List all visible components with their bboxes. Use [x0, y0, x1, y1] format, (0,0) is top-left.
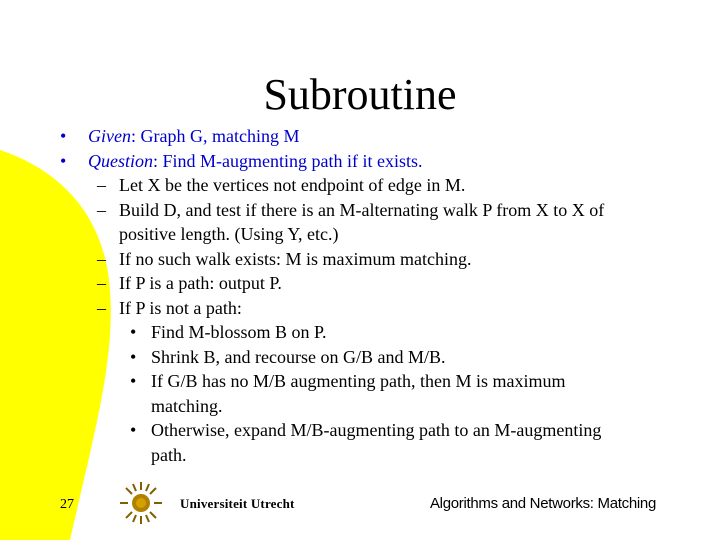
university-name: Universiteit Utrecht — [180, 496, 295, 511]
subsub-item-3-line1: If G/B has no M/B augmenting path, then M is maximum — [151, 371, 566, 391]
sub-item-2-line2: positive length. (Using Y, etc.) — [119, 224, 339, 244]
given-rest: : Graph G, matching M — [130, 126, 300, 146]
dash-mark: – — [97, 248, 106, 269]
dash-mark: – — [97, 199, 106, 220]
sub-item-2-line1: Build D, and test if there is an M-alternating walk P from X to X of — [119, 199, 605, 220]
given-label: Given — [88, 126, 131, 146]
bullet-question-text — [88, 149, 422, 174]
bullet-mark: • — [130, 322, 137, 342]
bullet-mark: • — [130, 371, 137, 391]
subsub-item-2: Shrink B, and recourse on G/B and M/B. — [151, 346, 446, 367]
bullet-mark: • — [130, 346, 137, 367]
bullet-mark: • — [60, 126, 67, 146]
sub-item-4: If P is a path: output P. — [119, 273, 282, 293]
subsub-item-1: Find M-blossom B on P. — [151, 322, 327, 342]
subsub-item-3-line2: matching. — [151, 395, 223, 416]
subsub-item-4-line2: path. — [151, 444, 187, 465]
sun-emblem-icon — [120, 482, 162, 524]
bullet-mark: • — [60, 150, 67, 171]
subsub-item-4-line1: Otherwise, expand M/B-augmenting path to an M-augmenting — [151, 420, 602, 440]
bullet-given — [60, 124, 66, 149]
dash-mark: – — [97, 273, 106, 293]
sub-item-5: If P is not a path: — [119, 297, 242, 318]
sub-item-1: Let X be the vertices not endpoint of edge in M. — [119, 175, 466, 195]
question-rest: : Find M-augmenting path if it exists. — [153, 150, 423, 171]
sub-item-3: If no such walk exists: M is maximum matching. — [119, 248, 472, 269]
slide-number: 27 — [60, 497, 74, 512]
title-text: Subroutine — [263, 70, 457, 119]
dash-mark: – — [97, 175, 106, 195]
slide-title — [0, 66, 720, 124]
bullet-mark: • — [130, 420, 137, 440]
dash-mark: – — [97, 297, 106, 318]
bullet-question — [60, 149, 66, 174]
question-label: Question — [88, 150, 153, 171]
bullet-given-text — [88, 124, 299, 149]
footer-course-title: Algorithms and Networks: Matching — [429, 495, 656, 512]
